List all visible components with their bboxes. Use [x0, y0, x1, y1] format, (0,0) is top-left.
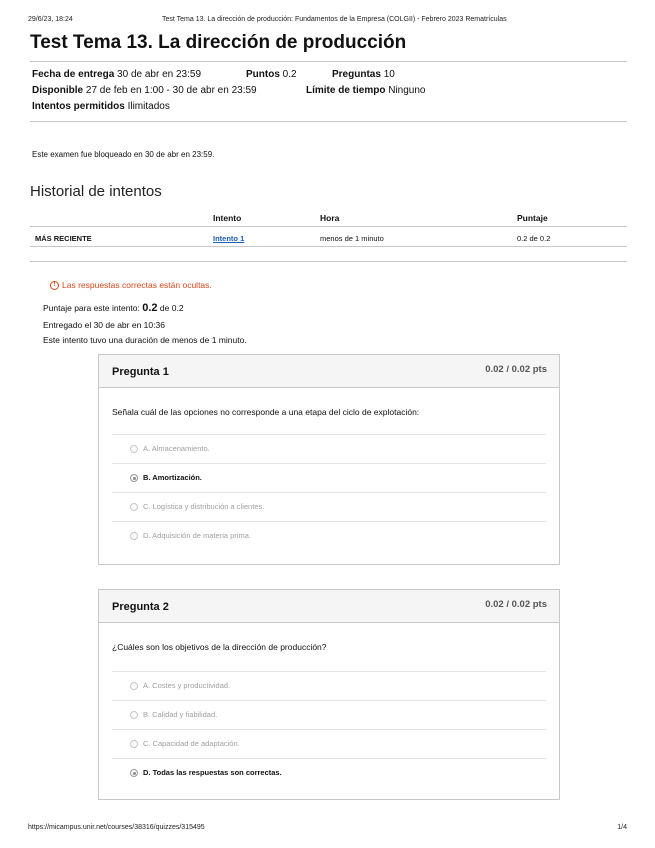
page-title: Test Tema 13. La dirección de producción — [30, 32, 407, 53]
points — [246, 69, 297, 80]
print-document-title: Test Tema 13. La dirección de producción: Fundamentos de la Empresa (COLGII) - Febrero 2023 Rematrículas — [162, 16, 507, 23]
answer-label: C. Logística y distribución a clientes. — [143, 502, 265, 511]
answer-label: C. Capacidad de adaptación. — [143, 739, 240, 748]
radio-button — [130, 445, 138, 453]
page-number: 1/4 — [617, 824, 627, 831]
column-header-attempt: Intento — [213, 213, 242, 223]
warning-icon: ! — [50, 281, 59, 290]
radio-button — [130, 740, 138, 748]
answer-label: B. Calidad y fiabilidad. — [143, 710, 218, 719]
answer-label: D. Adquisición de materia prima. — [143, 531, 251, 540]
answer-label: D. Todas las respuestas son correctas. — [143, 768, 282, 777]
print-url: https://micampus.unir.net/courses/38316/quizzes/315495 — [28, 824, 205, 831]
attempt-1-link[interactable]: Intento 1 — [213, 234, 245, 243]
score-value: 0.2 — [142, 302, 158, 314]
title-divider — [30, 61, 627, 62]
radio-button — [130, 503, 138, 511]
answer-option — [112, 434, 546, 463]
time-limit — [306, 85, 426, 96]
answer-option — [112, 700, 546, 729]
column-header-time: Hora — [320, 213, 340, 223]
radio-button — [130, 682, 138, 690]
points-label: Puntos — [246, 69, 280, 80]
duration-line: Este intento tuvo una duración de menos de 1 minuto. — [43, 335, 247, 345]
attempt-time: menos de 1 minuto — [320, 234, 384, 243]
due-value: 30 de abr en 23:59 — [117, 69, 202, 80]
answer-option — [112, 671, 546, 700]
answer-label: A. Almacenamiento. — [143, 444, 210, 453]
available-label: Disponible — [32, 85, 84, 96]
meta-divider — [30, 121, 627, 122]
answer-option — [112, 492, 546, 521]
radio-button — [130, 711, 138, 719]
answer-option — [112, 521, 546, 550]
locked-notice: Este examen fue bloqueado en 30 de abr en 23:59. — [32, 150, 215, 159]
question-header — [99, 355, 559, 388]
hidden-answers-notice — [50, 280, 212, 290]
due-label: Fecha de entrega — [32, 69, 115, 80]
score-suffix: de 0.2 — [159, 303, 184, 313]
question-title: Pregunta 2 — [112, 601, 169, 613]
answer-label: B. Amortización. — [143, 473, 202, 482]
question-points: 0.02 / 0.02 pts — [485, 599, 547, 610]
answer-label: A. Costes y productividad. — [143, 681, 231, 690]
question-card — [98, 589, 560, 800]
questions-label: Preguntas — [332, 69, 381, 80]
history-row-divider — [30, 246, 627, 247]
history-bottom-divider — [30, 261, 627, 262]
points-value: 0.2 — [282, 69, 297, 80]
history-header-divider — [30, 226, 627, 227]
question-text: Señala cuál de las opciones no corresponde a una etapa del ciclo de explotación: — [112, 407, 420, 417]
answer-option — [112, 729, 546, 758]
question-title: Pregunta 1 — [112, 366, 169, 378]
attempt-score: 0.2 de 0.2 — [517, 234, 551, 243]
score-prefix: Puntaje para este intento: — [43, 303, 140, 313]
hidden-answers-text: Las respuestas correctas están ocultas. — [62, 280, 212, 290]
print-date: 29/6/23, 18:24 — [28, 16, 73, 23]
attempt-history-title: Historial de intentos — [30, 183, 162, 200]
question-header — [99, 590, 559, 623]
answer-option-selected — [112, 463, 546, 492]
question-count — [332, 69, 395, 80]
attempts-value: Ilimitados — [127, 101, 170, 112]
question-points: 0.02 / 0.02 pts — [485, 364, 547, 375]
answer-option-selected — [112, 758, 546, 787]
questions-value: 10 — [383, 69, 395, 80]
time-limit-label: Límite de tiempo — [306, 85, 386, 96]
availability — [32, 85, 257, 96]
time-limit-value: Ninguno — [388, 85, 426, 96]
available-value: 27 de feb en 1:00 - 30 de abr en 23:59 — [85, 85, 257, 96]
attempts-label: Intentos permitidos — [32, 101, 125, 112]
question-card — [98, 354, 560, 565]
most-recent-label: MÁS RECIENTE — [35, 234, 92, 243]
attempt-score-line — [43, 302, 184, 314]
due-date — [32, 69, 201, 80]
radio-button — [130, 532, 138, 540]
allowed-attempts — [32, 101, 170, 112]
question-text: ¿Cuáles son los objetivos de la dirección de producción? — [112, 642, 327, 652]
radio-button-selected — [130, 474, 138, 482]
radio-button-selected — [130, 769, 138, 777]
submitted-line: Entregado el 30 de abr en 10:36 — [43, 320, 165, 330]
column-header-score: Puntaje — [517, 213, 548, 223]
